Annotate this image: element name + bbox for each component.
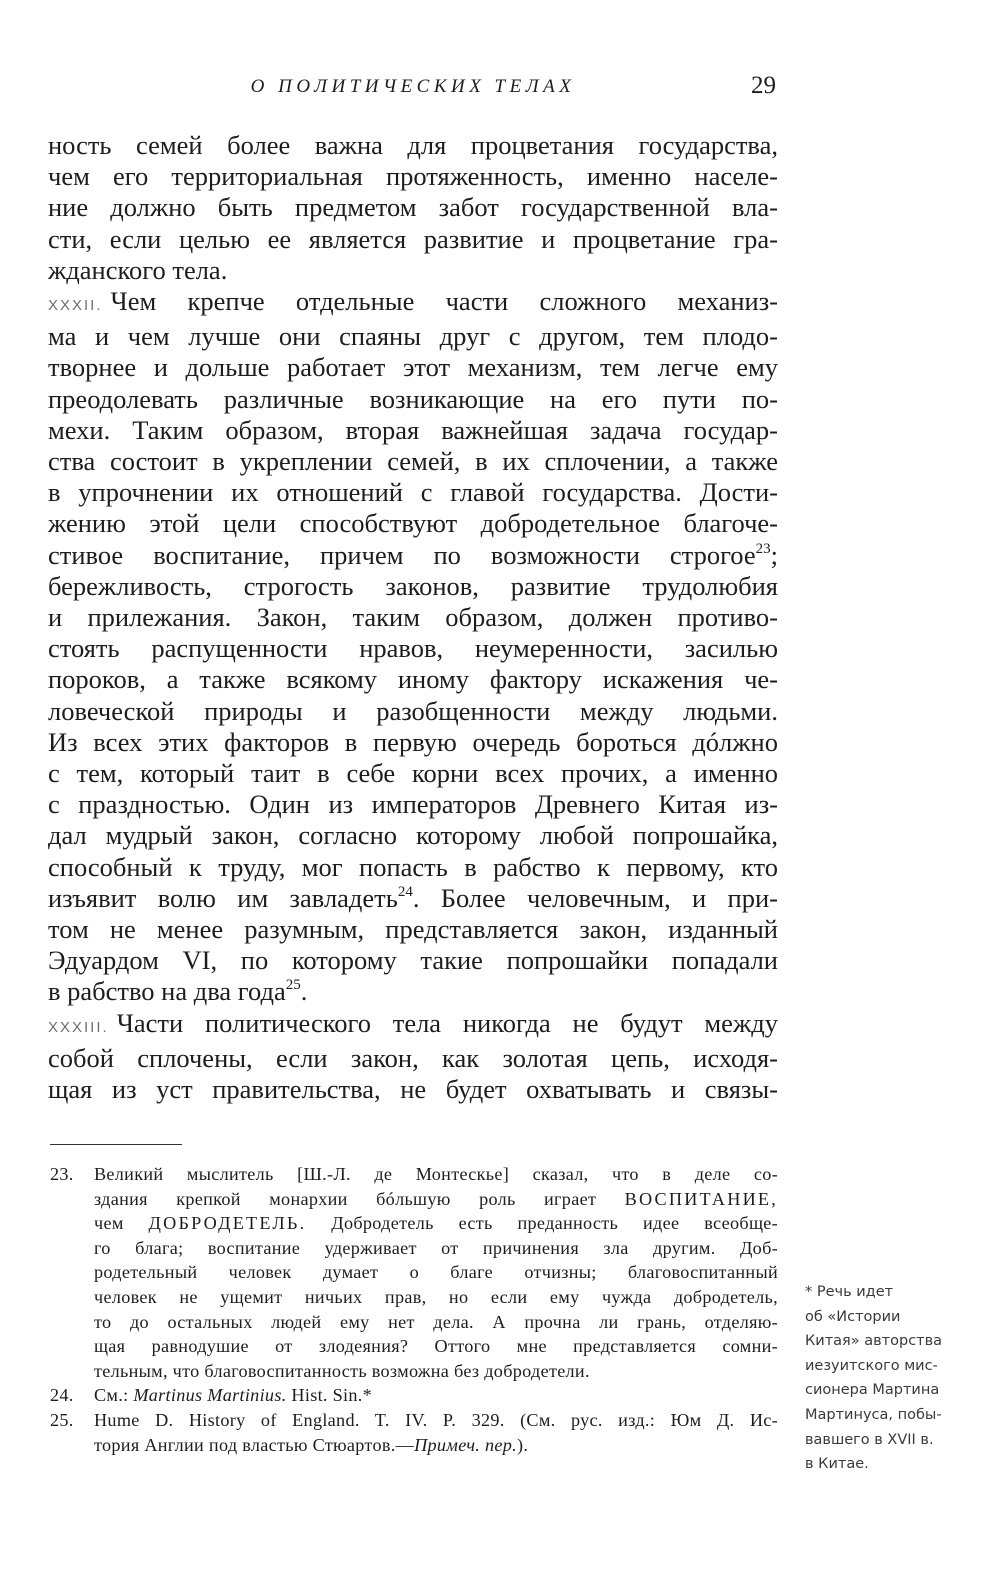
- text-segment: тория Англии под властью Стюартов.—: [94, 1434, 415, 1455]
- footnote-ref-24[interactable]: 24: [397, 883, 413, 900]
- text-line: ние должно быть предметом забот государственной вла-: [48, 192, 778, 223]
- footnote-ref-25[interactable]: 25: [285, 977, 301, 994]
- footnote-25-line: [50, 1433, 778, 1458]
- text-segment: Части политического тела никогда не будут между: [116, 1007, 778, 1038]
- margin-note-line: * Речь идет: [805, 1284, 894, 1300]
- text-segment: ).: [517, 1434, 529, 1455]
- text-line: с тем, который таит в себе корни всех прочих, а именно: [48, 758, 778, 789]
- footnote-ref-23[interactable]: 23: [755, 540, 771, 557]
- footnote-number: 23.: [50, 1164, 74, 1184]
- text-segment: Hume D. History of England. T. IV. P. 329. (См. рус. изд.: Юм Д. Ис-: [94, 1409, 778, 1430]
- text-line: ловеческой природы и разобщенности между людьми.: [48, 695, 778, 726]
- margin-note: [805, 1280, 975, 1477]
- italic-note: Примеч. пер.: [414, 1434, 518, 1455]
- emphasis-word: ДОБРОДЕТЕЛЬ.: [148, 1213, 307, 1234]
- running-title: О ПОЛИТИЧЕСКИХ ТЕЛАХ: [250, 76, 576, 97]
- section-number: XXXII.: [48, 297, 103, 315]
- text-line: собой сплочены, если закон, как золотая цепь, исходя-: [48, 1042, 778, 1073]
- text-line: ма и чем лучше они спаяны друг с другом, тем плодо-: [48, 321, 778, 352]
- footnote-24: [50, 1383, 778, 1408]
- text-line: [48, 883, 778, 914]
- italic-citation: Martinus Martinius.: [133, 1385, 287, 1406]
- text-line: ства состоит в укреплении семей, в их сплочении, а также: [48, 446, 778, 477]
- margin-note-line: об «Истории: [805, 1308, 901, 1325]
- footnote-25-line: [50, 1408, 778, 1433]
- text-line: и прилежания. Закон, таким образом, должен противо-: [48, 602, 778, 633]
- text-line: [48, 540, 778, 571]
- footnotes: [50, 1162, 778, 1457]
- footnote-23-line: человек не ущемит ничьих прав, но если ему чужда добродетель,: [94, 1286, 778, 1307]
- section-32-first-line: [48, 286, 778, 321]
- text-line: щая из уст правительства, не будет охватывать и связы-: [48, 1074, 778, 1105]
- text-segment: Чем крепче отдельные части сложного механиз-: [110, 286, 778, 317]
- text-line: жданского тела.: [48, 254, 228, 285]
- text-line: с праздностью. Один из императоров Древнего Китая из-: [48, 789, 778, 820]
- footnote-23-line: [50, 1162, 778, 1187]
- section-number: XXXIII.: [48, 1018, 109, 1036]
- text-line: мехи. Таким образом, вторая важнейшая задача государ-: [48, 414, 778, 445]
- main-text: [48, 130, 778, 1105]
- footnote-divider: [50, 1144, 182, 1145]
- text-line: преодолевать различные возникающие на его пути по-: [48, 383, 778, 414]
- text-line: дал мудрый закон, согласно которому любой попрошайка,: [48, 820, 778, 851]
- footnote-23-line: [50, 1211, 778, 1236]
- margin-note-line: иезуитского мис-: [805, 1357, 938, 1374]
- text-line: [48, 976, 778, 1007]
- text-line: в упрочнении их отношений с главой государства. Дости-: [48, 477, 778, 508]
- footnote-23-line: родетельный человек думает о благе отчизны; благовоспитанный: [94, 1262, 778, 1283]
- text-segment: чем: [94, 1213, 124, 1234]
- text-segment: ;: [770, 539, 778, 570]
- text-line: творнее и дольше работает этот механизм, тем легче ему: [48, 352, 778, 383]
- text-segment: Добродетель есть преданность идее всеобще-: [331, 1213, 778, 1234]
- text-line: Из всех этих факторов в первую очередь бороться дóлжно: [48, 726, 778, 757]
- text-line: жению этой цели способствуют добродетельное благоче-: [48, 508, 778, 539]
- text-line: способный к труду, мог попасть в рабство к первому, кто: [48, 851, 778, 882]
- footnote-23-line: [50, 1187, 778, 1212]
- section-33-first-line: [48, 1008, 778, 1043]
- text-segment: в рабство на два года: [48, 976, 286, 1007]
- emphasis-word: ВОСПИТАНИЕ,: [624, 1188, 778, 1209]
- text-line: чем его территориальная протяженность, именно населе-: [48, 161, 778, 192]
- text-segment: Hist. Sin.*: [291, 1385, 373, 1406]
- footnote-23-line: тельным, что благовоспитанность возможна без добродетели.: [94, 1360, 590, 1381]
- text-line: сти, если целью ее является развитие и процветание гра-: [48, 223, 778, 254]
- text-segment: Великий мыслитель [Ш.-Л. де Монтескье] сказал, что в деле со-: [94, 1164, 778, 1184]
- text-line: том не менее разумным, представляется закон, изданный: [48, 914, 778, 945]
- text-segment: здания крепкой монархии бóльшую роль играет: [94, 1188, 597, 1209]
- page-number: 29: [751, 72, 776, 99]
- text-segment: См.:: [94, 1385, 129, 1406]
- text-segment: стивое воспитание, причем по возможности строгое: [48, 539, 756, 570]
- footnote-23-line: щая равнодушие от злодеяния? Оттого мне представляется сомни-: [94, 1336, 778, 1357]
- text-line: пороков, а также всякому иному фактору искажения че-: [48, 664, 778, 695]
- text-line: бережливость, строгость законов, развитие трудолюбия: [48, 570, 778, 601]
- text-line: стоять распущенности нравов, неумеренности, засилью: [48, 633, 778, 664]
- margin-note-line: вавшего в XVII в.: [805, 1431, 934, 1448]
- text-segment: . Более человечным, и при-: [412, 882, 778, 913]
- text-line: ность семей более важна для процветания государства,: [48, 130, 778, 160]
- text-segment: изъявит волю им завладеть: [48, 882, 398, 913]
- running-head: [48, 72, 778, 108]
- margin-note-line: Китая» авторства: [805, 1333, 943, 1350]
- footnote-number: 24.: [50, 1385, 74, 1406]
- margin-note-line: сионера Мартина: [805, 1382, 940, 1399]
- margin-note-line: Мартинуса, побы-: [805, 1406, 942, 1423]
- text-line: Эдуардом VI, по которому такие попрошайки попадали: [48, 945, 778, 976]
- margin-note-line: в Китае.: [805, 1456, 869, 1473]
- footnote-23-line: го блага; воспитание удерживает от причинения зла другим. Доб-: [94, 1237, 778, 1258]
- footnote-number: 25.: [50, 1409, 74, 1430]
- text-segment: .: [300, 976, 308, 1007]
- footnote-23-line: то до остальных людей ему нет дела. А прочна ли грань, отделяю-: [94, 1311, 778, 1332]
